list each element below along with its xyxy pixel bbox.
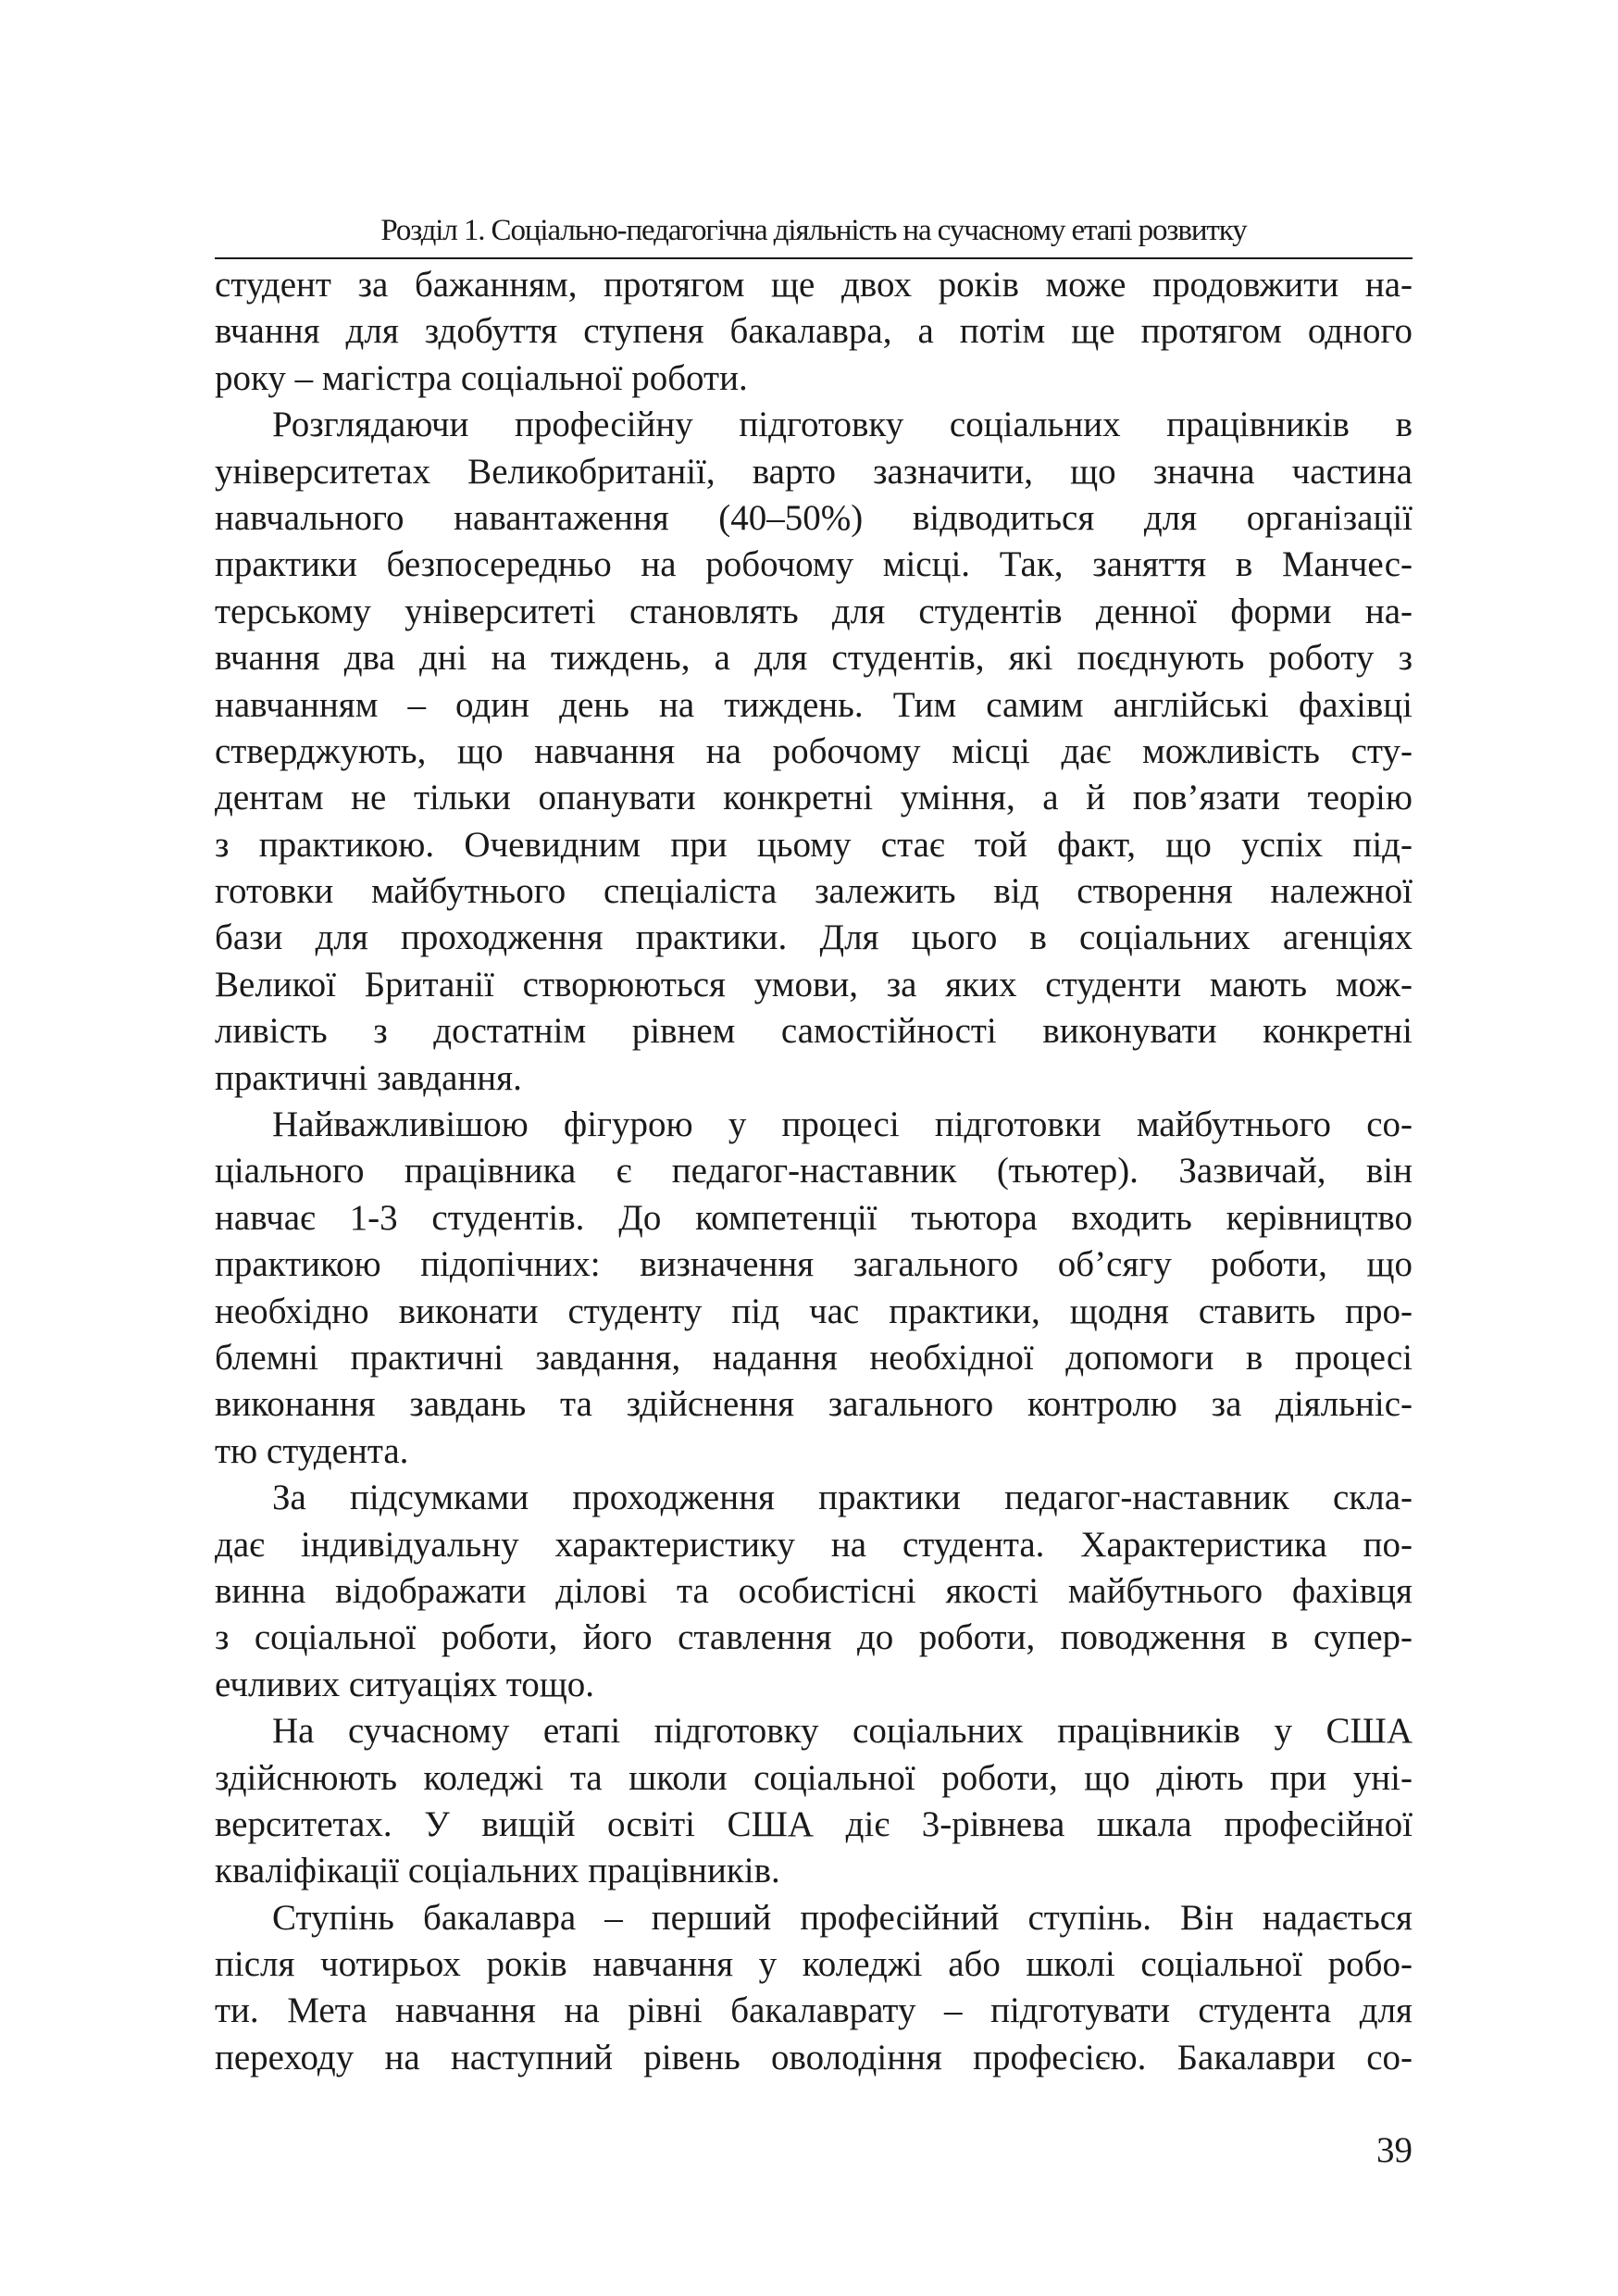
text-line: після чотирьох років навчання у коледжі або школі соціальної робо- [215,1944,1413,1985]
text-line: здійснюють коледжі та школи соціальної роботи, що діють при уні- [215,1757,1413,1798]
text-line: винна відображати ділові та особистісні якості майбутнього фахівця [215,1570,1413,1611]
text-line: дає індивідуальну характеристику на студента. Характеристика по- [215,1524,1413,1565]
text-line: практикою підопічних: визначення загального об’сягу роботи, що [215,1244,1413,1285]
text-line: ціального працівника є педагог-наставник (тьютер). Зазвичай, він [215,1151,1413,1192]
paragraph [215,402,1413,1102]
text-line: навчає 1-3 студентів. До компетенції тьютора входить керівництво [215,1197,1413,1238]
text-line: На сучасному етапі підготовку соціальних працівників у США [272,1711,1413,1752]
text-line: Найважливішою фігурою у процесі підготовки майбутнього со- [272,1104,1413,1145]
text-line: стверджують, що навчання на робочому місці дає можливість сту- [215,730,1413,771]
paragraph [215,262,1413,402]
text-line: вчання для здобуття ступеня бакалавра, а потім ще протягом одного [215,311,1413,352]
paragraph [215,1475,1413,1708]
page-number: 39 [1376,2130,1413,2170]
text-line: студент за бажанням, протягом ще двох років може продовжити на- [215,265,1413,305]
text-line: переходу на наступний рівень оволодіння професією. Бакалаври со- [215,2037,1413,2078]
text-line: дентам не тільки опанувати конкретні уміння, а й пов’язати теорію [215,778,1413,818]
text-line: бази для проходження практики. Для цього в соціальних агенціях [215,917,1413,958]
text-line: навчального навантаження (40–50%) відводиться для організації [215,497,1413,538]
paragraph [215,1895,1413,2082]
text-line: блемні практичні завдання, надання необхідної допомоги в процесі [215,1337,1413,1378]
text-line: Великої Британії створюються умови, за яких студенти мають мож- [215,964,1413,1004]
text-line: Розглядаючи професійну підготовку соціальних працівників в [272,405,1413,445]
paragraph [215,1708,1413,1895]
text-line: кваліфікації соціальних працівників. [215,1851,780,1891]
text-line: року – магістра соціальної роботи. [215,357,748,398]
text-line: практики безпосередньо на робочому місці. Так, заняття в Манчес- [215,544,1413,585]
text-line: з соціальної роботи, його ставлення до роботи, поводження в супер- [215,1617,1413,1658]
text-line: виконання завдань та здійснення загального контролю за діяльніс- [215,1384,1413,1425]
paragraph [215,1102,1413,1475]
text-line: вчання два дні на тиждень, а для студентів, які поєднують роботу з [215,638,1413,679]
text-line: університетах Великобританії, варто зазначити, що значна частина [215,451,1413,492]
text-line: навчанням – один день на тиждень. Тим самим англійські фахівці [215,684,1413,725]
text-line: За підсумками проходження практики педагог-наставник скла- [272,1478,1413,1518]
text-line: Ступінь бакалавра – перший професійний ступінь. Він надається [272,1897,1413,1938]
running-title: Розділ 1. Соціально-педагогічна діяльність на сучасному етапі розвитку [380,214,1247,247]
text-line: практичні завдання. [215,1057,522,1098]
body-text [215,262,1413,2081]
text-line: необхідно виконати студенту під час практики, щодня ставить про- [215,1291,1413,1331]
text-line: ечливих ситуаціях тощо. [215,1664,595,1704]
text-line: ти. Мета навчання на рівні бакалаврату – підготувати студента для [215,1990,1413,2031]
text-line: верситетах. У вищій освіті США діє 3-рівнева шкала професійної [215,1803,1413,1844]
running-header [215,211,1413,259]
text-line: терському університеті становлять для студентів денної форми на- [215,591,1413,631]
text-line: готовки майбутнього спеціаліста залежить від створення належної [215,871,1413,912]
text-line: з практикою. Очевидним при цьому стає той факт, що успіх під- [215,824,1413,865]
text-line: ливість з достатнім рівнем самостійності виконувати конкретні [215,1011,1413,1052]
text-line: тю студента. [215,1430,409,1471]
